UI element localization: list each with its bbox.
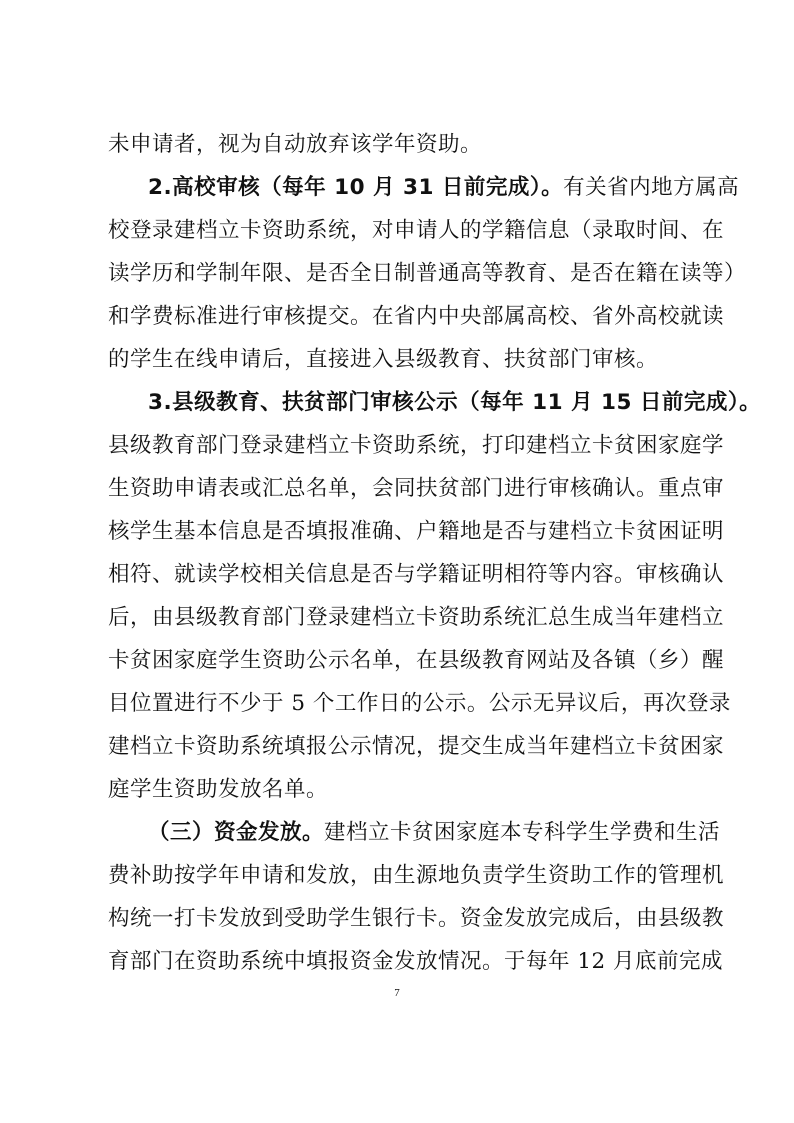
paragraph-line [108, 134, 692, 156]
section-heading-line [148, 175, 740, 200]
line-text: 校登录建档立卡资助系统，对申请人的学籍信息（录取时间、在 [108, 218, 725, 243]
line-text: 庭学生资助发放名单。 [108, 777, 329, 802]
paragraph-line [108, 349, 692, 371]
section-heading: 3.县级教育、扶贫部门审核公示（每年 11 月 15 日前完成）。 [148, 390, 762, 415]
line-text: 相符、就读学校相关信息是否与学籍证明相符等内容。审核确认 [108, 562, 725, 587]
section-heading-line [148, 820, 721, 845]
line-text: 构统一打卡发放到受助学生银行卡。资金发放完成后，由县级教 [108, 906, 725, 931]
line-text: 核学生基本信息是否填报准确、户籍地是否与建档立卡贫困证明 [108, 519, 725, 544]
line-text: 建档立卡贫困家庭本专科学生学费和生活 [324, 820, 721, 845]
line-text: 费补助按学年申请和发放，由生源地负责学生资助工作的管理机 [108, 863, 725, 888]
paragraph-line [108, 304, 725, 329]
line-text: 建档立卡资助系统填报公示情况，提交生成当年建档立卡贫困家 [108, 734, 725, 759]
section-heading-line [148, 390, 762, 415]
line-text: 有关省内地方属高 [563, 175, 740, 200]
line-text: 卡贫困家庭学生资助公示名单，在县级教育网站及各镇（乡）醒 [108, 648, 725, 673]
paragraph-line [108, 691, 731, 716]
paragraph-line [108, 906, 725, 931]
paragraph-line [108, 949, 724, 974]
line-text: 和学费标准进行审核提交。在省内中央部属高校、省外高校就读 [108, 304, 725, 329]
paragraph-line [108, 476, 725, 501]
line-text: 县级教育部门登录建档立卡资助系统，打印建档立卡贫困家庭学 [108, 433, 725, 458]
paragraph-line [108, 433, 725, 458]
section-heading: 2.高校审核（每年 10 月 31 日前完成）。 [148, 175, 564, 200]
paragraph-line [108, 734, 725, 759]
line-text: 的学生在线申请后，直接进入县级教育、扶贫部门审核。 [108, 347, 659, 372]
paragraph-line [108, 863, 725, 888]
paragraph-line [108, 562, 725, 587]
line-text: 后，由县级教育部门登录建档立卡资助系统汇总生成当年建档立 [108, 605, 725, 630]
paragraph-line [108, 779, 692, 801]
line-text: 育部门在资助系统中填报资金发放情况。于每年 12 月底前完成 [108, 949, 724, 974]
section-heading: （三）资金发放。 [148, 820, 325, 845]
paragraph-line [108, 261, 747, 286]
page-number: 7 [394, 987, 400, 999]
line-text: 目位置进行不少于 5 个工作日的公示。公示无异议后，再次登录 [108, 691, 731, 716]
line-text: 读学历和学制年限、是否全日制普通高等教育、是否在籍在读等） [108, 261, 747, 286]
paragraph-line [108, 605, 725, 630]
line-text: 未申请者，视为自动放弃该学年资助。 [108, 132, 483, 157]
paragraph-line [108, 519, 725, 544]
line-text: 生资助申请表或汇总名单，会同扶贫部门进行审核确认。重点审 [108, 476, 725, 501]
paragraph-line [108, 218, 725, 243]
paragraph-line [108, 648, 725, 673]
